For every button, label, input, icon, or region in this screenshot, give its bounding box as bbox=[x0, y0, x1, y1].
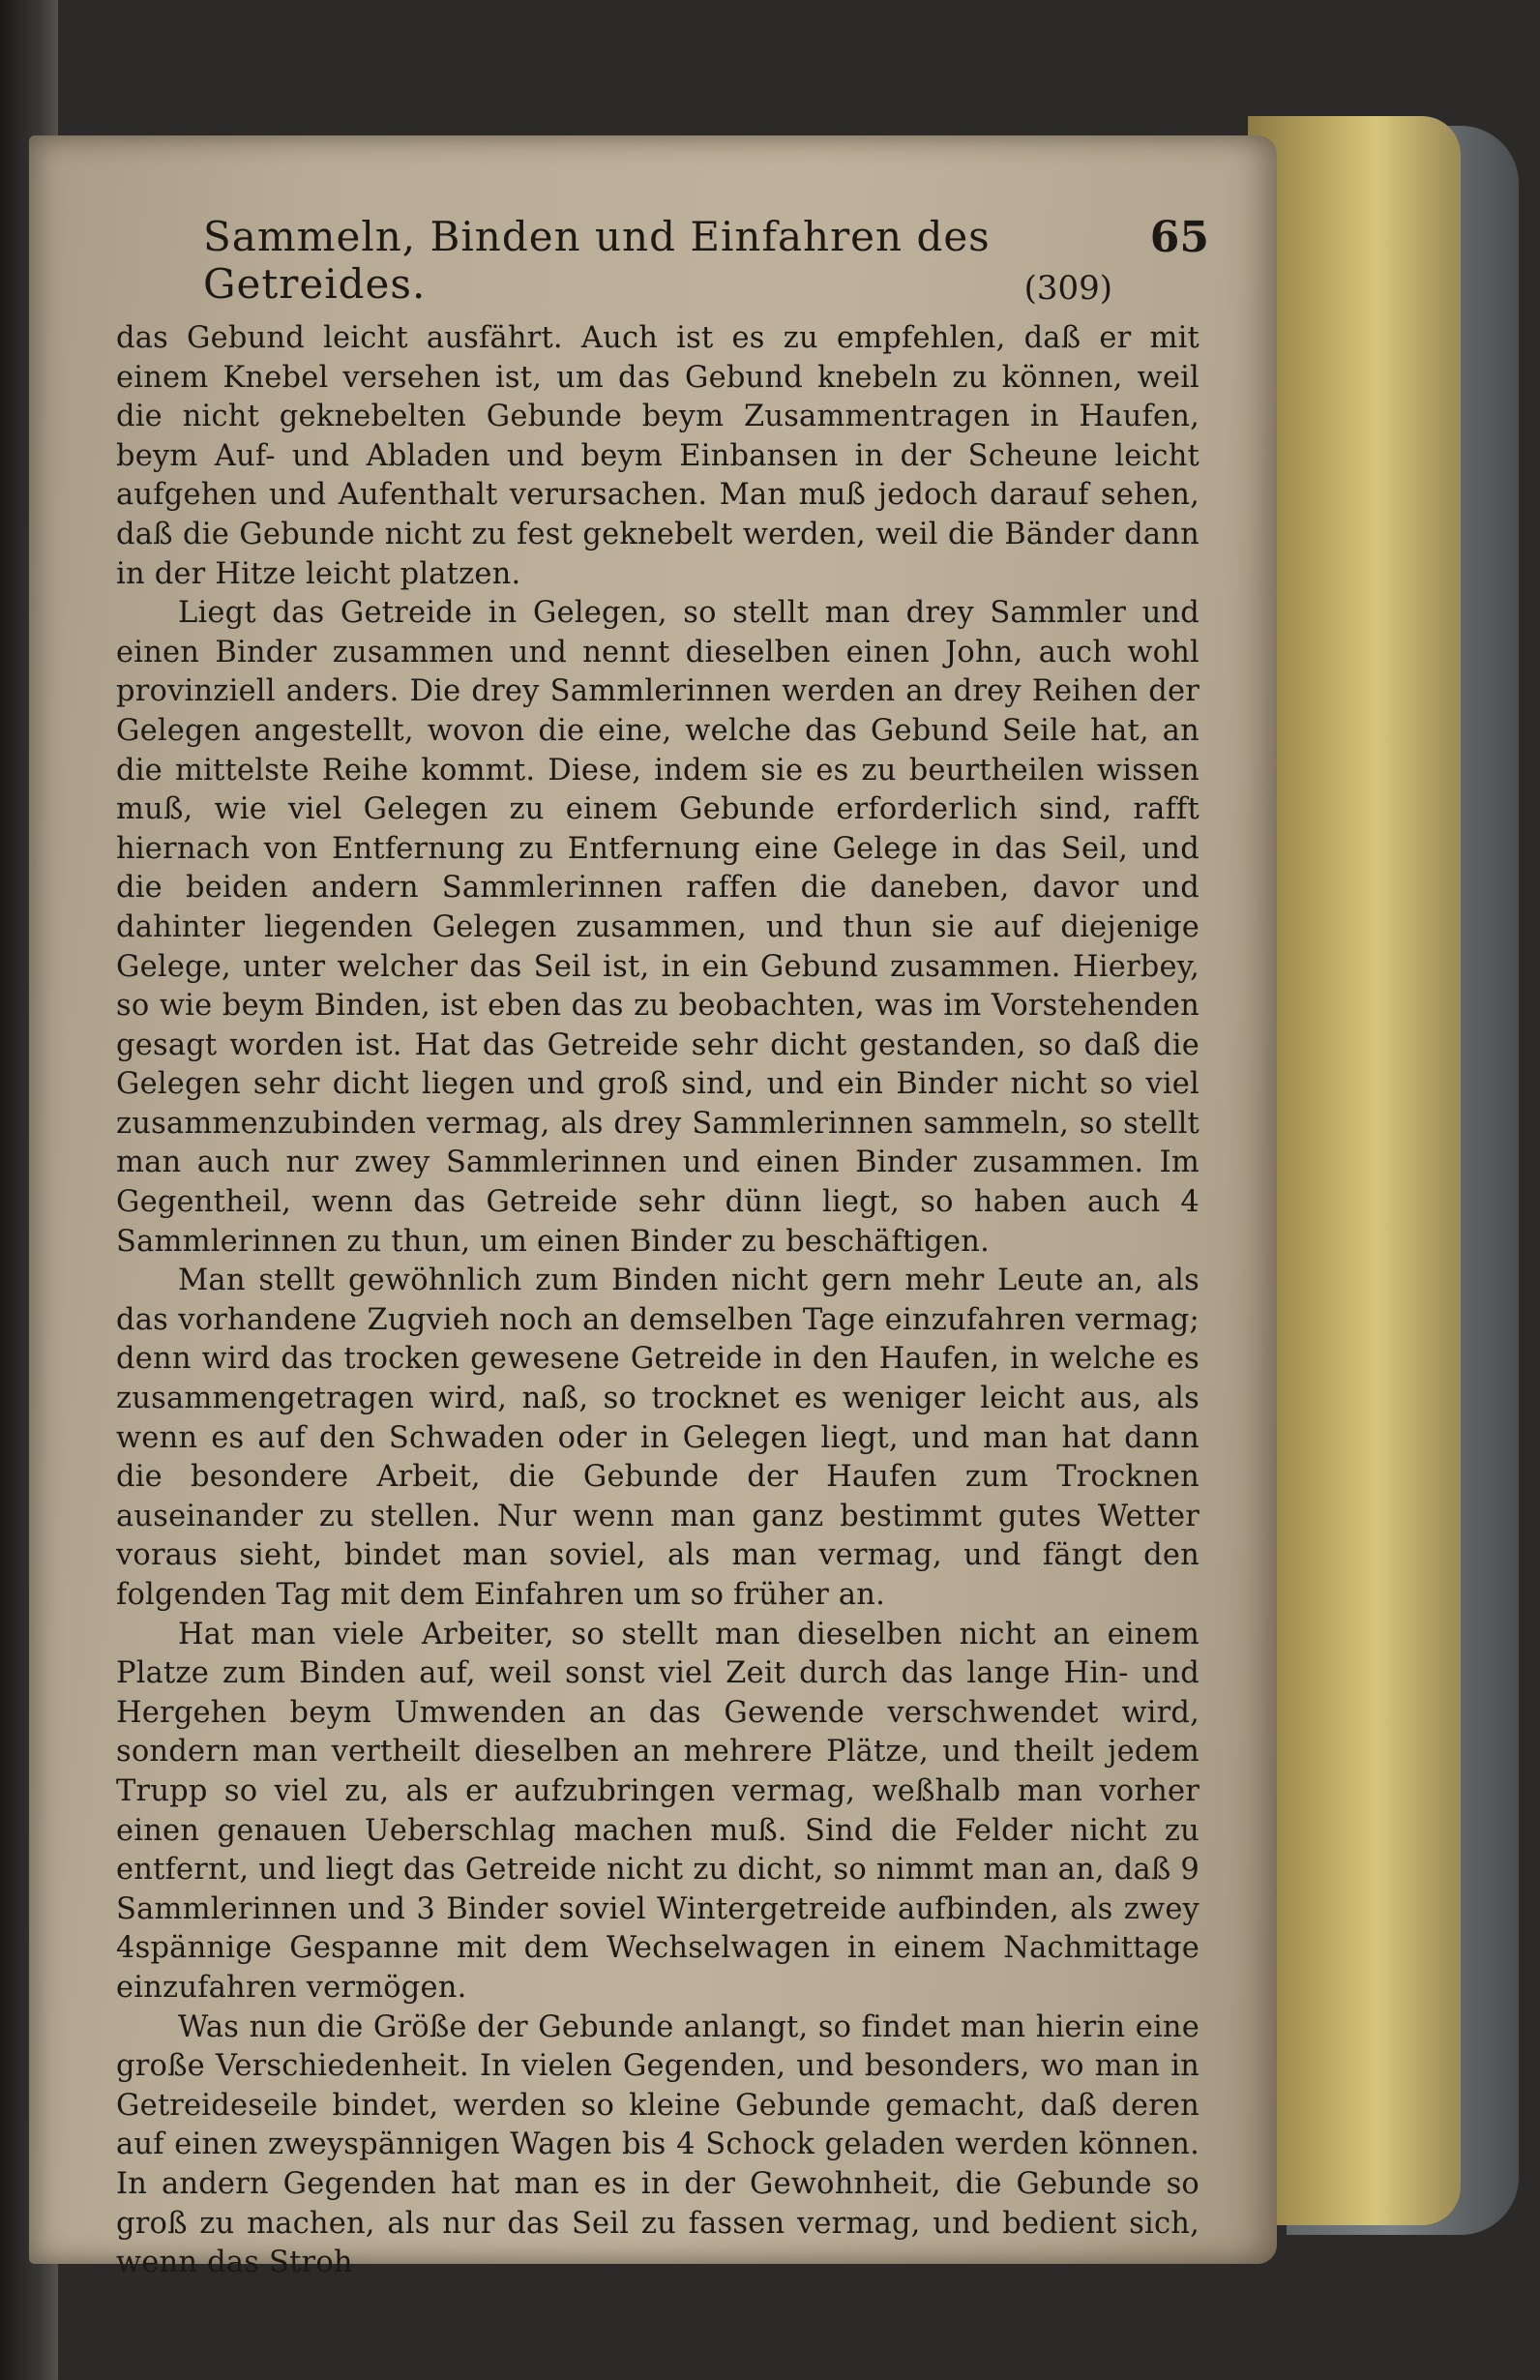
gilt-page-edges bbox=[1248, 116, 1461, 2225]
paragraph-4: Hat man viele Arbeiter, so stellt man dieselben nicht an einem Platze zum Binden auf, weil sonst viel Zeit durch das lange Hin- und Hergehen beym Umwenden an das Gewende verschwendet wird, sondern man vertheilt dieselben an mehrere Plätze, und theilt jedem Trupp so viel zu, als er aufzubringen vermag, weßhalb man vorher einen genauen Ueberschlag machen muß. Sind die Felder nicht zu entfernt, und liegt das Getreide nicht zu dicht, so nimmt man an, daß 9 Sammlerinnen und 3 Binder soviel Wintergetreide aufbinden, als zwey 4spännige Gespanne mit dem Wechselwagen in einem Nachmittage einzufahren vermögen. bbox=[116, 1617, 1199, 2005]
paragraph-2: Liegt das Getreide in Gelegen, so stellt man drey Sammler und einen Binder zusammen und nennt dieselben einen John, auch wohl provinziell anders. Die drey Sammlerinnen werden an drey Reihen der Gelegen angestellt, wovon die eine, welche das Gebund Seile hat, an die mittelste Reihe kommt. Diese, indem sie es zu beurtheilen wissen muß, wie viel Gelegen zu einem Gebunde erforderlich sind, rafft hiernach von Entfernung zu Entfernung eine Gelege in das Seil, und die beiden andern Sammlerinnen raffen die daneben, davor und dahinter liegenden Gelegen zusammen, und thun sie auf diejenige Gelege, unter welcher das Seil ist, in ein Gebund zusammen. Hierbey, so wie beym Binden, ist eben das zu beobachten, was im Vorstehenden gesagt worden ist. Hat das Getreide sehr dicht gestanden, so daß die Gelegen sehr dicht liegen und groß sind, und ein Binder nicht so viel zusammenzubinden vermag, als drey Sammlerinnen sammeln, so stellt man auch nur zwey Sammlerinnen und einen Binder zusammen. Im Gegentheil, wenn das Getreide sehr dünn liegt, so haben auch 4 Sammlerinnen zu thun, um einen Binder zu beschäftigen. bbox=[116, 596, 1199, 1259]
page-header bbox=[116, 213, 1209, 308]
paragraph-5: Was nun die Größe der Gebunde anlangt, so findet man hierin eine große Verschiedenheit. In vielen Gegenden, und besonders, wo man in Getreideseile bindet, werden so kleine Gebunde gemacht, daß deren auf einen zweyspännigen Wagen bis 4 Schock geladen werden können. In andern Gegenden hat man es in der Gewohnheit, die Gebunde so groß zu machen, als nur das Seil zu fassen vermag, und bedient sich, wenn das Stroh bbox=[116, 2009, 1199, 2280]
paragraph-3: Man stellt gewöhnlich zum Binden nicht gern mehr Leute an, als das vorhandene Zugvieh noch an demselben Tage einzufahren vermag; denn wird das trocken gewesene Getreide in den Haufen, in welche es zusammengetragen wird, naß, so trocknet es weniger leicht aus, als wenn es auf den Schwaden oder in Gelegen liegt, und man hat dann die besondere Arbeit, die Gebunde der Haufen zum Trocknen auseinander zu stellen. Nur wenn man ganz bestimmt gutes Wetter voraus sieht, bindet man soviel, als man vermag, und fängt den folgenden Tag mit dem Einfahren um so früher an. bbox=[116, 1264, 1199, 1612]
page-content bbox=[116, 213, 1209, 2283]
body-text bbox=[116, 319, 1199, 2283]
page-number: 65 bbox=[1149, 213, 1209, 262]
signature-number: (309) bbox=[1023, 269, 1112, 308]
paragraph-1: das Gebund leicht ausfährt. Auch ist es zu empfehlen, daß er mit einem Knebel versehen ist, um das Gebund knebeln zu können, weil die nicht geknebelten Gebunde beym Zusammentragen in Haufen, beym Auf- und Abladen und beym Einbansen in der Scheune leicht aufgehen und Aufenthalt verursachen. Man muß jedoch darauf sehen, daß die Gebunde nicht zu fest geknebelt werden, weil die Bänder dann in der Hitze leicht platzen. bbox=[116, 321, 1199, 591]
running-head: Sammeln, Binden und Einfahren des Getreides. bbox=[203, 213, 991, 308]
book-page bbox=[29, 135, 1277, 2280]
